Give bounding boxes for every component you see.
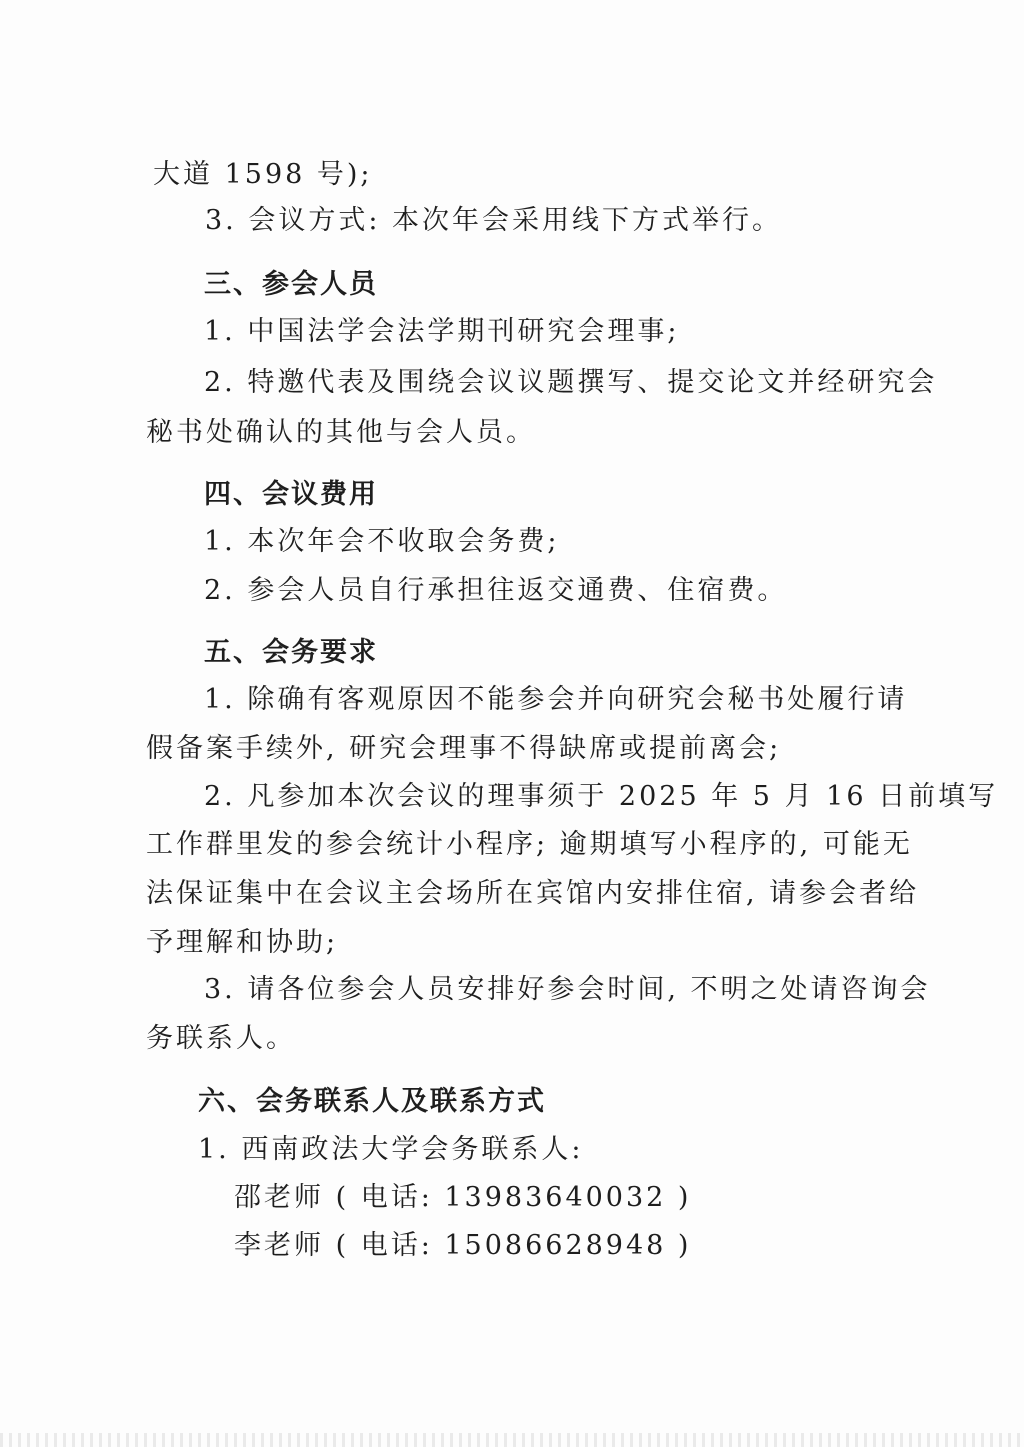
- requirements-item-2-line-2: 工作群里发的参会统计小程序; 逾期填写小程序的, 可能无: [146, 829, 913, 860]
- participants-item-2-line-1: 2. 特邀代表及围绕会议议题撰写、提交论文并经研究会: [204, 367, 938, 398]
- contact-shao: 邵老师 ( 电话: 13983640032 ): [234, 1182, 692, 1213]
- requirements-item-2-line-3: 法保证集中在会议主会场所在宾馆内安排住宿, 请参会者给: [146, 878, 920, 909]
- contact-li: 李老师 ( 电话: 15086628948 ): [234, 1230, 692, 1261]
- requirements-item-2-line-1: 2. 凡参加本次会议的理事须于 2025 年 5 月 16 日前填写: [204, 781, 999, 812]
- requirements-item-3-line-1: 3. 请各位参会人员安排好参会时间, 不明之处请咨询会: [204, 974, 931, 1005]
- fees-item-2: 2. 参会人员自行承担往返交通费、住宿费。: [204, 575, 788, 606]
- address-continuation: 大道 1598 号);: [153, 159, 373, 190]
- requirements-item-1-line-1: 1. 除确有客观原因不能参会并向研究会秘书处履行请: [204, 684, 908, 715]
- contacts-item-1: 1. 西南政法大学会务联系人:: [198, 1134, 584, 1165]
- meeting-format-item: 3. 会议方式: 本次年会采用线下方式举行。: [205, 205, 783, 236]
- fees-item-1: 1. 本次年会不收取会务费;: [204, 526, 560, 557]
- section-heading-requirements: 五、会务要求: [204, 637, 378, 668]
- participants-item-1: 1. 中国法学会法学期刊研究会理事;: [204, 316, 680, 347]
- requirements-item-1-line-2: 假备案手续外, 研究会理事不得缺席或提前离会;: [146, 733, 782, 764]
- section-heading-fees: 四、会议费用: [204, 479, 378, 510]
- requirements-item-2-line-4: 予理解和协助;: [146, 927, 339, 958]
- section-heading-participants: 三、参会人员: [204, 269, 378, 300]
- section-heading-contacts: 六、会务联系人及联系方式: [198, 1086, 546, 1117]
- participants-item-2-line-2: 秘书处确认的其他与会人员。: [146, 417, 536, 448]
- scan-bottom-edge: [0, 1433, 1024, 1447]
- requirements-item-3-line-2: 务联系人。: [146, 1023, 296, 1054]
